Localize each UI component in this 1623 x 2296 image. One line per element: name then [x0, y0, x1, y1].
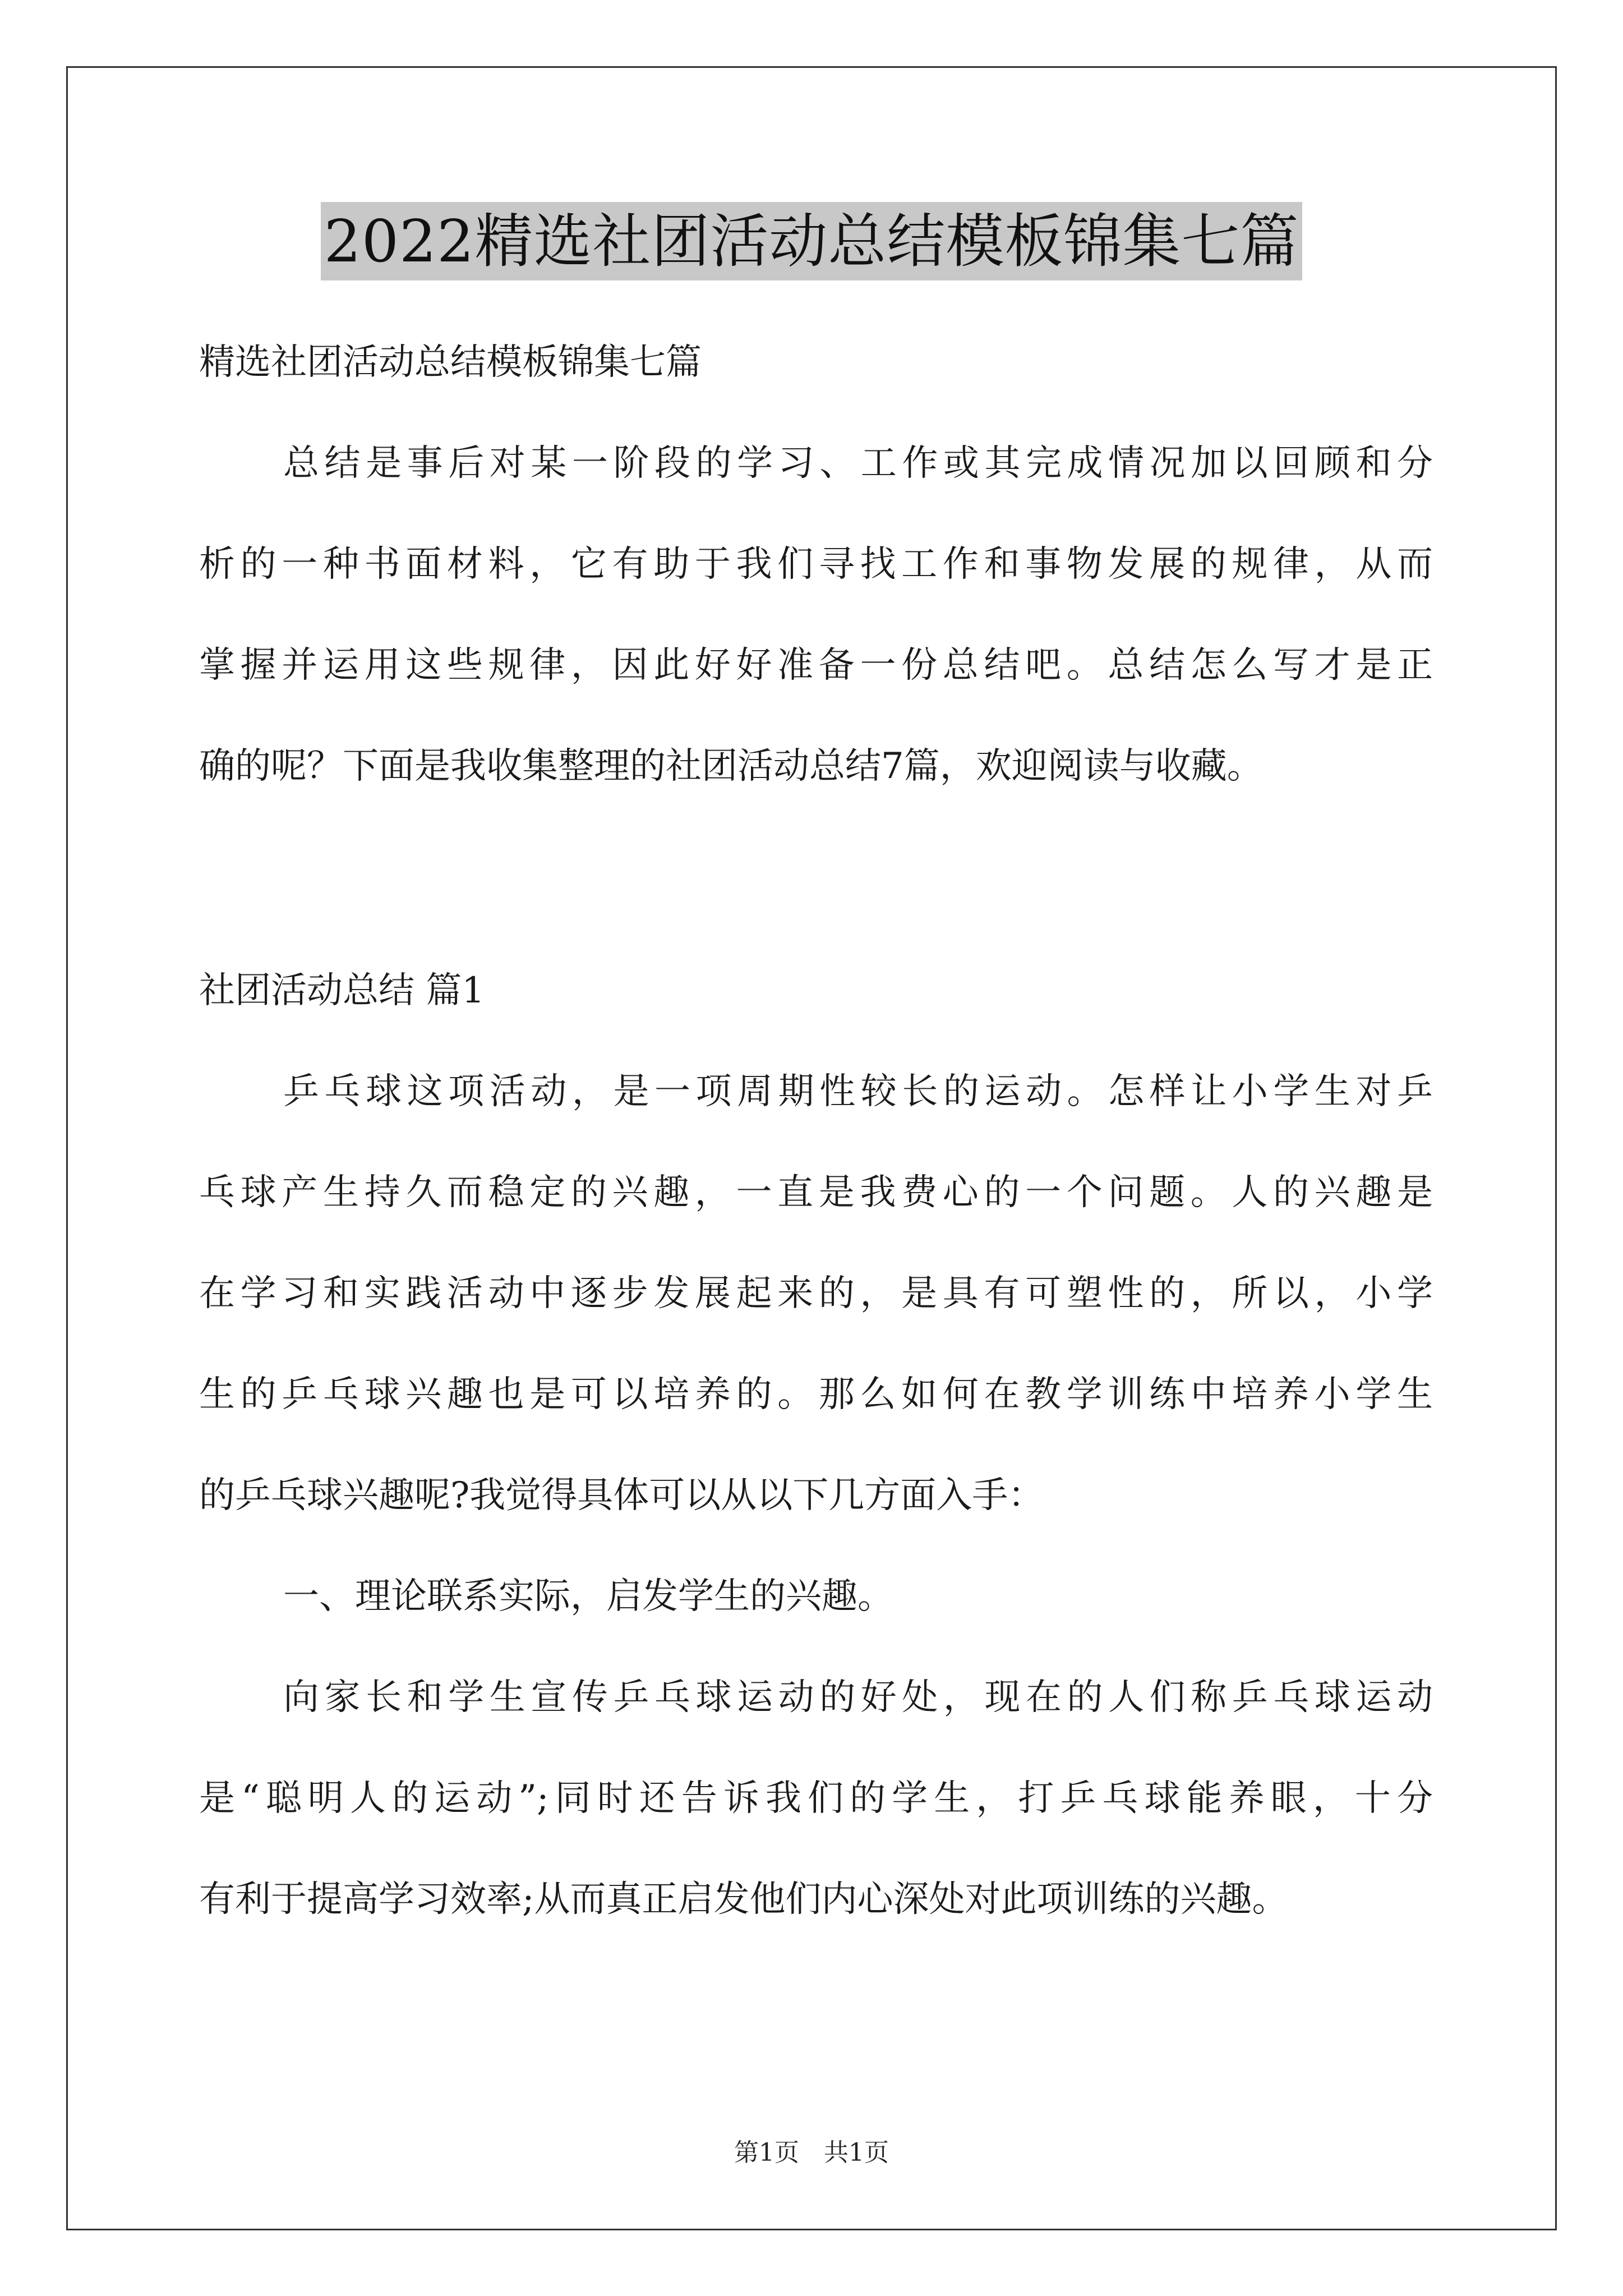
document-title: 2022精选社团活动总结模板锦集七篇 [321, 202, 1303, 280]
intro-line: 析的一种书面材料，它有助于我们寻找工作和事物发展的规律，从而 [199, 544, 1433, 585]
document-body [199, 312, 1433, 1950]
paragraph-line: 是“聪明人的运动”;同时还告诉我们的学生，打乒乓球能养眼，十分 [199, 1778, 1433, 1819]
paragraph-line: 乒乓球这项活动，是一项周期性较长的运动。怎样让小学生对乒 [283, 1071, 1433, 1112]
paragraph-line: 向家长和学生宣传乒乓球运动的好处，现在的人们称乒乓球运动 [283, 1677, 1433, 1718]
intro-line: 掌握并运用这些规律，因此好好准备一份总结吧。总结怎么写才是正 [199, 645, 1433, 686]
paragraph-line: 在学习和实践活动中逐步发展起来的，是具有可塑性的，所以，小学 [199, 1273, 1433, 1314]
document-subtitle: 精选社团活动总结模板锦集七篇 [199, 342, 702, 383]
section-gap [199, 817, 1433, 940]
section-heading: 社团活动总结 篇1 [199, 970, 485, 1011]
page-footer [0, 2136, 1623, 2170]
title-container [0, 202, 1623, 280]
point-heading: 一、理论联系实际，启发学生的兴趣。 [283, 1576, 893, 1617]
paragraph-line: 乓球产生持久而稳定的兴趣，一直是我费心的一个问题。人的兴趣是 [199, 1172, 1433, 1213]
intro-line: 确的呢？下面是我收集整理的社团活动总结7篇，欢迎阅读与收藏。 [199, 746, 1263, 787]
paragraph-line: 生的乒乓球兴趣也是可以培养的。那么如何在教学训练中培养小学生 [199, 1374, 1433, 1415]
intro-line: 总结是事后对某一阶段的学习、工作或其完成情况加以回顾和分 [283, 443, 1433, 484]
paragraph-line: 的乒乓球兴趣呢?我觉得具体可以从以下几方面入手： [199, 1475, 1044, 1516]
paragraph-line: 有利于提高学习效率;从而真正启发他们内心深处对此项训练的兴趣。 [199, 1879, 1288, 1920]
total-pages: 共1页 [824, 2138, 889, 2167]
page-number: 第1页 [734, 2138, 799, 2167]
